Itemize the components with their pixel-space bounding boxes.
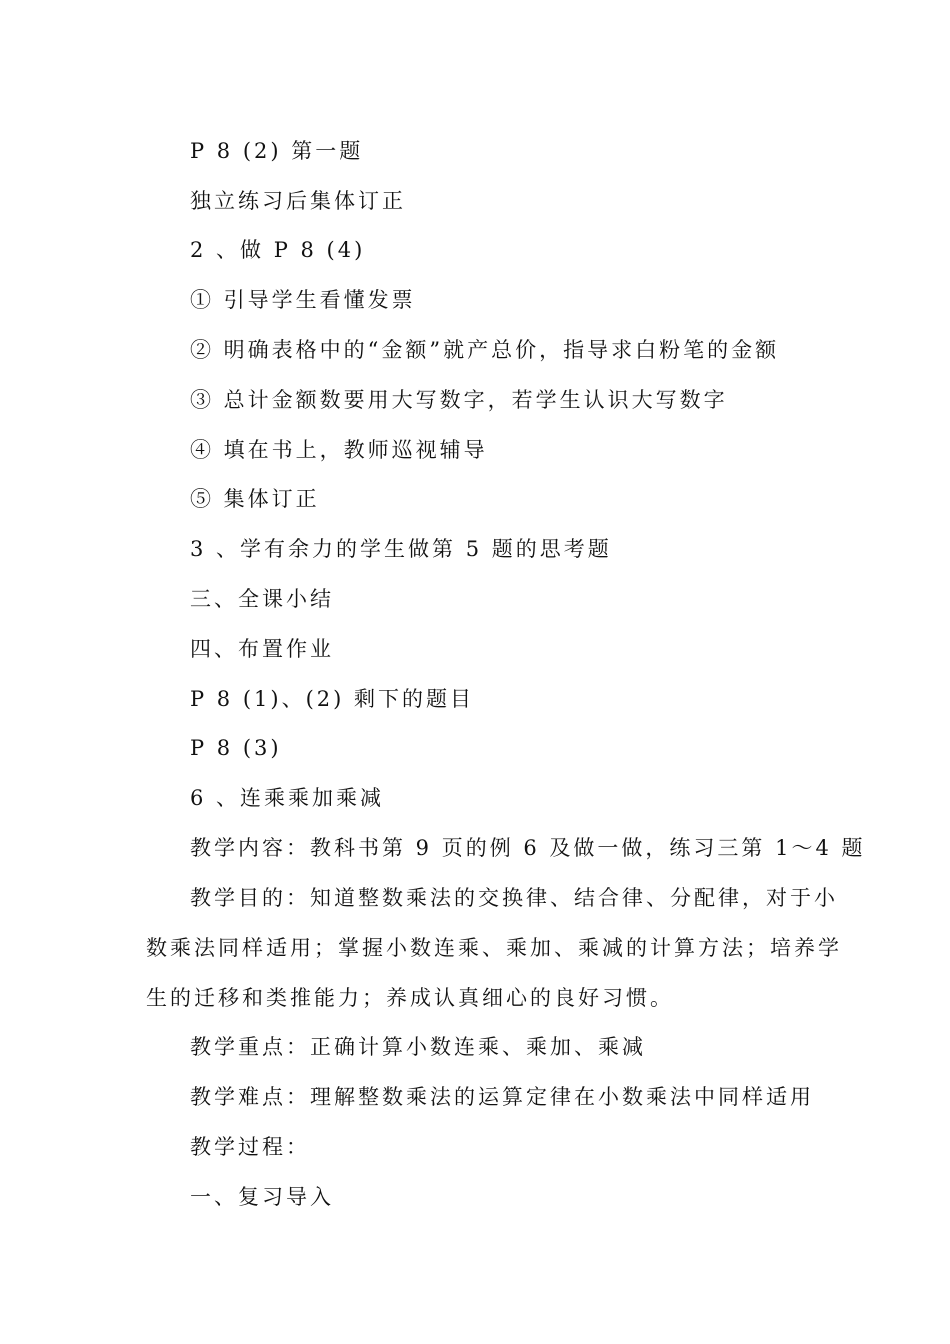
teaching-goal-cont: 数乘法同样适用；掌握小数连乘、乘加、乘减的计算方法；培养学 xyxy=(146,936,842,960)
text-line: ① 引导学生看懂发票 xyxy=(190,288,416,312)
text-line: ⑤ 集体订正 xyxy=(190,487,320,511)
teaching-process: 教学过程： xyxy=(190,1135,310,1159)
teaching-goal-cont: 生的迁移和类推能力；养成认真细心的良好习惯。 xyxy=(146,986,674,1010)
teaching-focus: 教学重点：正确计算小数连乘、乘加、乘减 xyxy=(190,1035,646,1059)
text-line: 2 、做 P 8 (4) xyxy=(190,238,366,262)
section-heading: 四、布置作业 xyxy=(190,637,334,661)
text-line: ③ 总计金额数要用大写数字，若学生认识大写数字 xyxy=(190,388,728,412)
text-line: P 8 (2) 第一题 xyxy=(190,139,364,163)
text-line: P 8 (3) xyxy=(190,736,282,760)
teaching-difficulty: 教学难点：理解整数乘法的运算定律在小数乘法中同样适用 xyxy=(190,1085,814,1109)
text-line: 3 、学有余力的学生做第 5 题的思考题 xyxy=(190,537,612,561)
lesson-title: 6 、连乘乘加乘减 xyxy=(190,786,385,810)
section-heading: 三、全课小结 xyxy=(190,587,334,611)
text-line: P 8 (1)、(2) 剩下的题目 xyxy=(190,687,475,711)
teaching-content: 教学内容：教科书第 9 页的例 6 及做一做，练习三第 1～4 题 xyxy=(190,836,866,860)
text-line: ② 明确表格中的“金额”就产总价，指导求白粉笔的金额 xyxy=(190,338,780,362)
section-heading: 一、复习导入 xyxy=(190,1185,334,1209)
teaching-goal: 教学目的：知道整数乘法的交换律、结合律、分配律，对于小 xyxy=(190,886,838,910)
text-line: ④ 填在书上，教师巡视辅导 xyxy=(190,438,488,462)
text-line: 独立练习后集体订正 xyxy=(190,189,406,213)
